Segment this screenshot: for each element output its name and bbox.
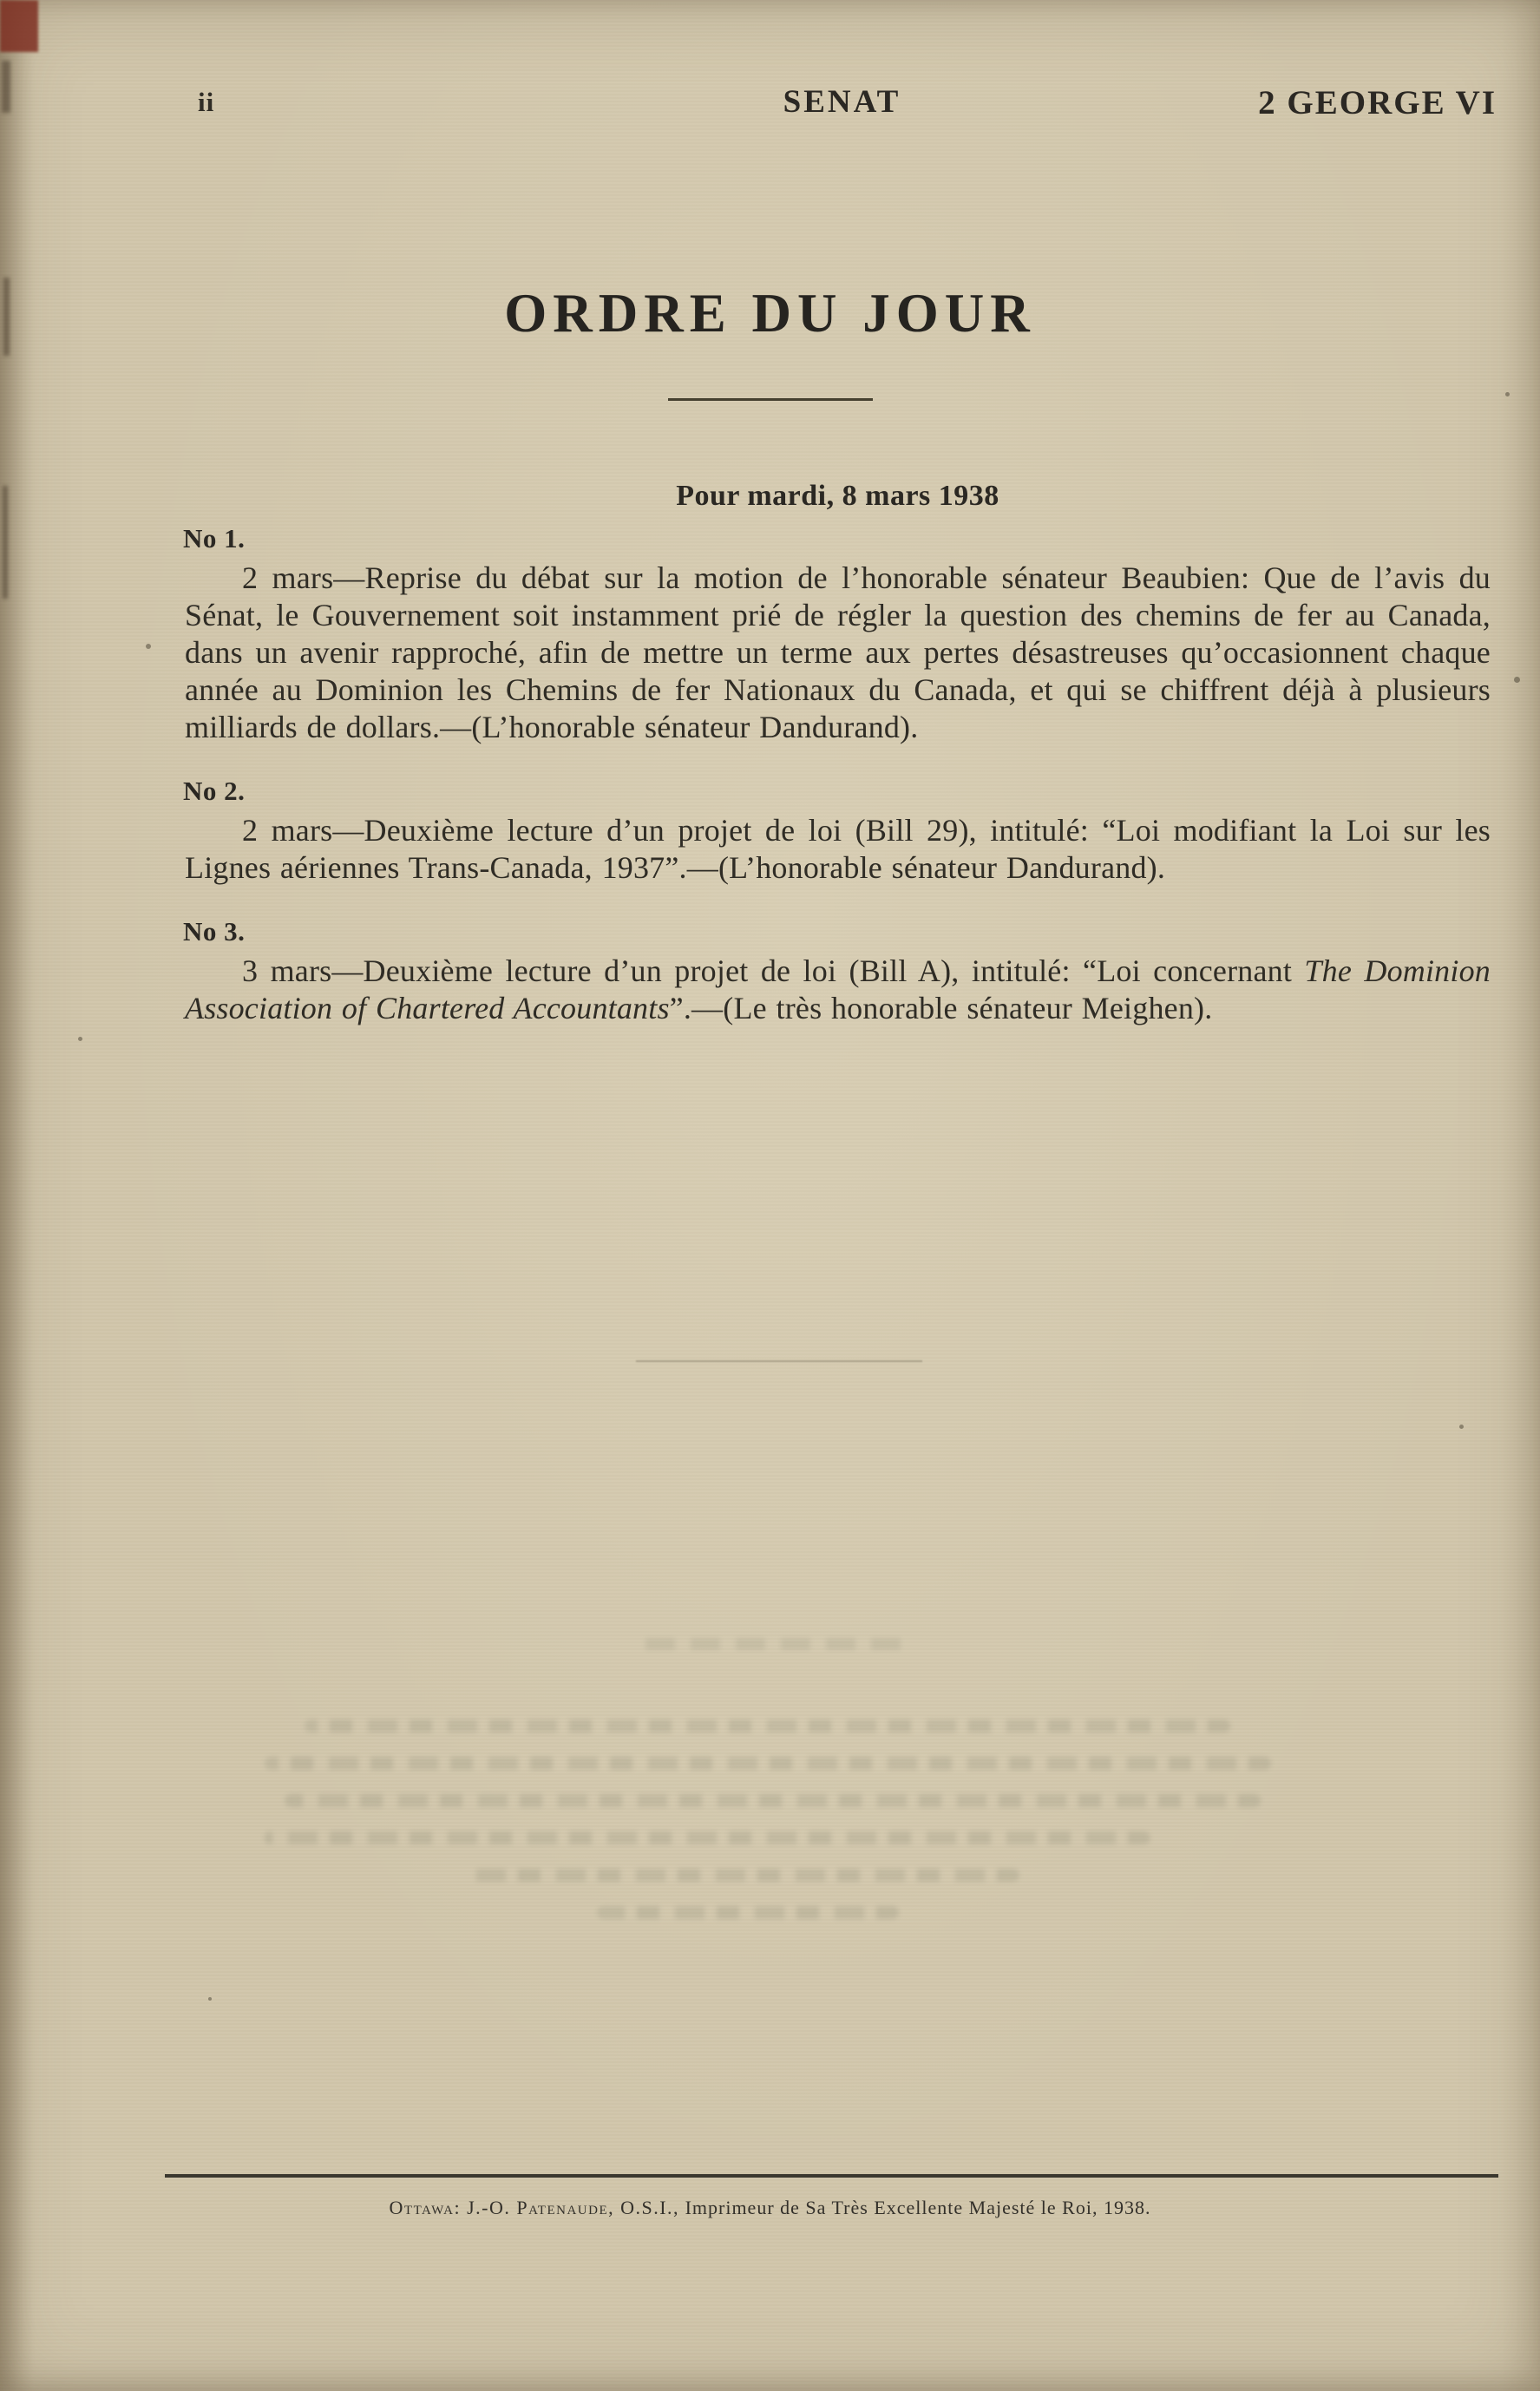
bleedthrough-line (466, 1869, 1019, 1882)
bleedthrough-line (597, 1906, 899, 1919)
ink-speck (1505, 392, 1510, 396)
bleedthrough-line (305, 1720, 1230, 1733)
bleedthrough-artifact (265, 1720, 1271, 1943)
item-number-3: No 3. (183, 916, 246, 947)
separator-rule-faint (636, 1360, 922, 1362)
document-title: ORDRE DU JOUR (504, 283, 1036, 344)
scan-corner-mark (0, 0, 38, 52)
footer-rule (165, 2174, 1498, 2178)
title-rule (668, 398, 873, 401)
item-number-1: No 1. (183, 523, 246, 554)
ink-speck (208, 1997, 212, 2001)
ink-speck (1459, 1425, 1464, 1429)
bleedthrough-line (640, 1638, 901, 1650)
item-text-italic-segment: The Dominion Association of Chartered Accountants (185, 953, 1491, 1025)
page-number: ii (198, 87, 215, 117)
bleedthrough-line (265, 1757, 1271, 1770)
ink-speck (146, 644, 151, 649)
item-text-1: 2 mars—Reprise du débat sur la motion de l’honorable sénateur Beaubien: Que de l’avis du Sénat, le Gouvernement soit instamment prié de régler la question des chemins de fer au Canada, dans un avenir rapproché, afin de mettre un terme aux pertes désastreuses qu’occasionnent chaque année au Dominion les Chemins de fer Nationaux du Canada, et qui se chiffrent déjà à plusieurs milliards de dollars.—(L’honorable sénateur Dandurand). (185, 560, 1491, 744)
imprint-rest: Imprimeur de Sa Très Excellente Majesté le Roi, 1938. (679, 2197, 1151, 2218)
agenda-item-2 (185, 776, 1491, 887)
page-header (0, 83, 1540, 132)
item-text-segment: 3 mars—Deuxième lecture d’un projet de loi (Bill A), intitulé: “Loi concernant (242, 953, 1305, 988)
item-text-3 (185, 953, 1491, 1027)
sitting-date-heading: Pour mardi, 8 mars 1938 (676, 480, 999, 512)
scan-edge-smudge (3, 486, 8, 599)
agenda-item-1 (185, 523, 1491, 746)
item-text-2: 2 mars—Deuxième lecture d’un projet de loi (Bill 29), intitulé: “Loi modifiant la Loi sur les Lignes aériennes Trans-Canada, 1937”.—(L’honorable sénateur Dandurand). (185, 813, 1491, 885)
bleedthrough-line (285, 1794, 1261, 1807)
bleedthrough-line (265, 1831, 1150, 1844)
agenda-item-3 (185, 916, 1491, 1027)
agenda-content (185, 480, 1491, 1027)
regnal-year: 2 GEORGE VI (1258, 84, 1497, 121)
running-title: SENAT (783, 84, 901, 120)
imprint-line (0, 2197, 1540, 2219)
imprint-publisher: Ottawa: J.-O. Patenaude, O.S.I., (389, 2197, 680, 2218)
ink-speck (78, 1037, 82, 1041)
ink-speck (1514, 677, 1520, 683)
item-number-2: No 2. (183, 776, 246, 806)
item-text-segment: ”.—(Le très honorable sénateur Meighen). (669, 991, 1213, 1025)
